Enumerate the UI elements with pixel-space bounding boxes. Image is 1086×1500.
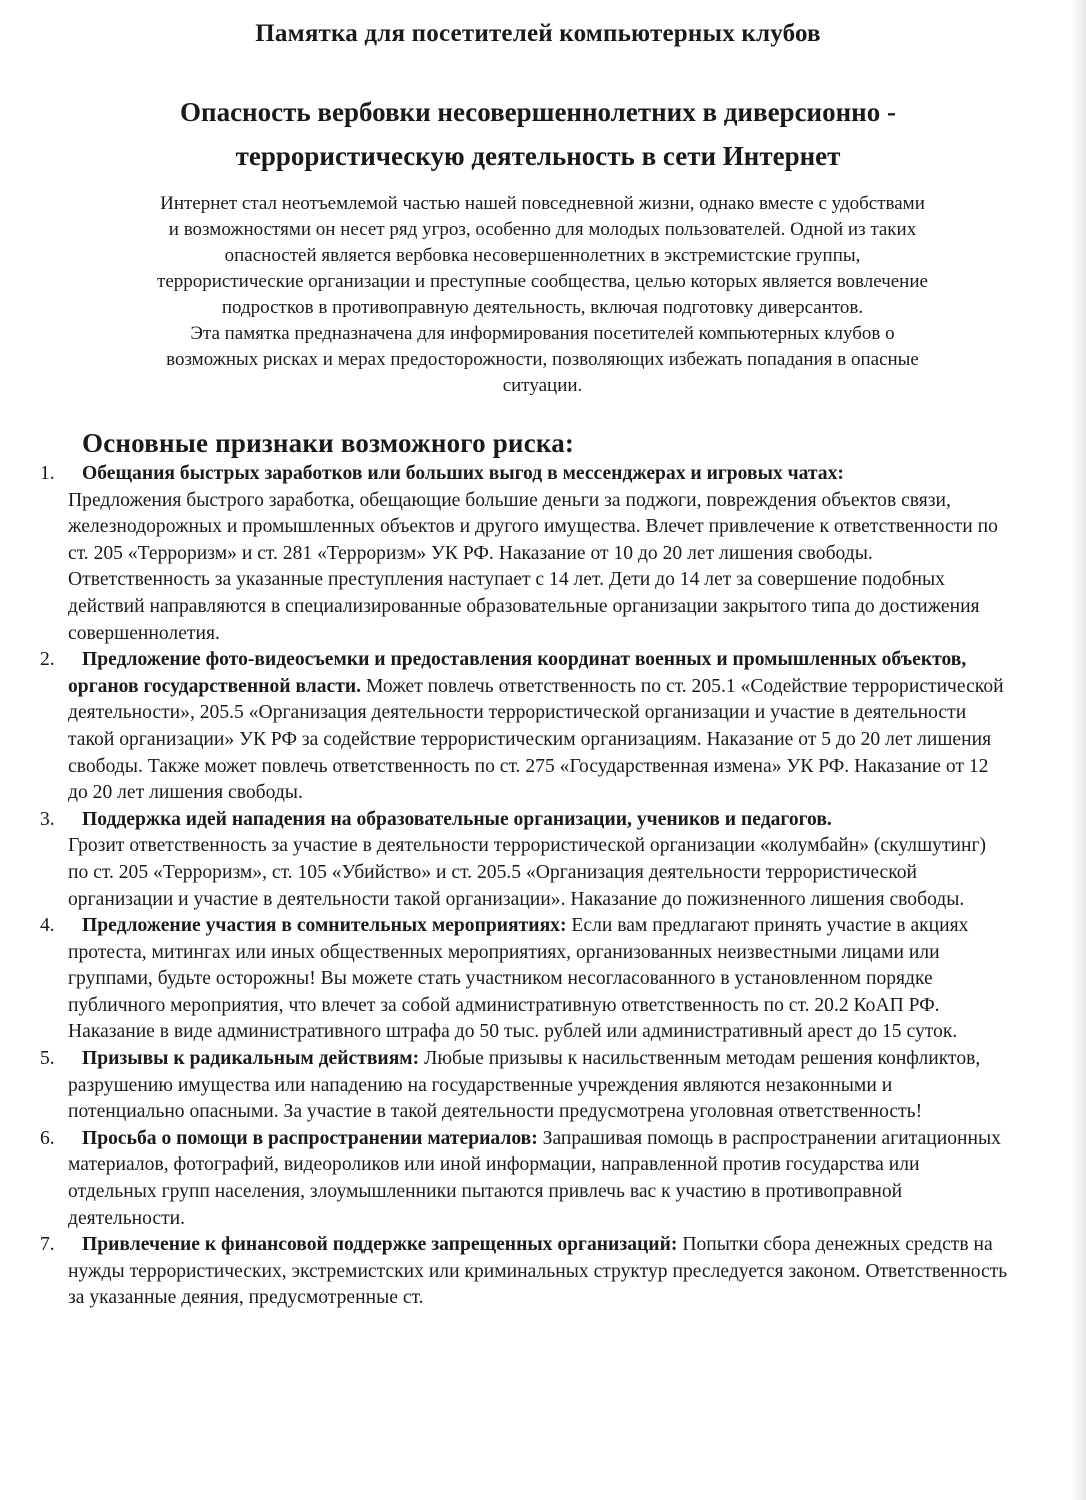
intro-line: возможных рисках и мерах предосторожности, позволяющих избежать попадания в опасные <box>166 349 919 370</box>
list-item <box>0 647 1086 807</box>
list-item <box>0 1126 1086 1232</box>
list-item-heading: Обещания быстрых заработков или больших выгод в мессенджерах и игровых чатах: <box>82 463 844 484</box>
list-item-heading: Предложение фото-видеосъемки и предоставления координат военных и промышленных объектов, органов государственной власти. <box>68 649 967 697</box>
list-item-number: 6. <box>40 1127 55 1149</box>
list-item <box>0 461 1086 647</box>
list-item-text: Попытки сбора денежных средств на нужды террористических, экстремистских или криминальных структур преследуется законом. Ответственность за указанные деяния, предусмотренные ст. <box>68 1234 1008 1309</box>
list-item-text: Может повлечь ответственность по ст. 205.1 «Содействие террористической деятельности», 205.5 «Организация деятельности террористической организации и участие в деятельности такой организации» УК РФ за содействие террористическим организациям. Наказание от 5 до 20 лет лишения свободы. Также может повлечь ответственность по ст. 275 «Государственная измена» УК РФ. Наказание от 12 до 20 лет лишения свободы. <box>68 675 1004 804</box>
list-item-text: Предложения быстрого заработка, обещающие большие деньги за поджоги, повреждения объектов связи, железнодорожных и промышленных объектов и другого имущества. Влечет привлечение к ответственности по ст. 205 «Терроризм» и ст. 281 «Терроризм» УК РФ. Наказание от 10 до 20 лет лишения свободы. Ответственность за указанные преступления наступает с 14 лет. Дети до 14 лет за совершение подобных действий направляются в специализированные образовательные организации закрытого типа до достижения совершеннолетия. <box>68 489 998 644</box>
list-item-heading: Поддержка идей нападения на образовательные организации, учеников и педагогов. <box>82 808 832 830</box>
intro-line: Интернет стал неотъемлемой частью нашей повседневной жизни, однако вместе с удобствами <box>160 193 925 214</box>
list-item-heading: Привлечение к финансовой поддержке запрещенных организаций: <box>82 1234 678 1256</box>
list-item-number: 7. <box>40 1234 55 1256</box>
list-item-text: Грозит ответственность за участие в деятельности террористической организации «колумбайн» (скулшутинг) по ст. 205 «Терроризм», ст. 105 «Убийство» и ст. 205.5 «Организация деятельности террористической организации и участие в деятельности такой организации». Наказание до пожизненного лишения свободы. <box>68 835 987 910</box>
intro-line: подростков в противоправную деятельность, включая подготовку диверсантов. <box>221 297 864 318</box>
list-item <box>0 913 1086 1046</box>
intro-line: и возможностями он несет ряд угроз, особенно для молодых пользователей. Одной из таких <box>168 219 917 240</box>
intro-line: террористические организации и преступные сообщества, целью которых является вовлечение <box>157 271 928 292</box>
page-edge-shadow <box>1072 0 1086 1500</box>
intro-paragraph <box>70 191 1015 399</box>
list-item-heading: Предложение участия в сомнительных мероприятиях: <box>82 915 567 937</box>
list-item-number: 4. <box>40 915 55 937</box>
intro-line: Эта памятка предназначена для информирования посетителей компьютерных клубов о <box>190 323 895 344</box>
list-item-heading: Призывы к радикальным действиям: <box>82 1048 420 1070</box>
document-title: Памятка для посетителей компьютерных клубов <box>255 20 821 47</box>
risk-list <box>0 461 1086 1312</box>
list-item <box>0 1232 1086 1312</box>
list-item-heading: Просьба о помощи в распространении материалов: <box>82 1127 538 1149</box>
list-item-number: 1. <box>40 463 55 484</box>
subtitle-line: террористическую деятельность в сети Интернет <box>235 141 841 171</box>
subtitle-line: Опасность вербовки несовершеннолетних в диверсионно - <box>180 97 896 127</box>
list-item-number: 2. <box>40 649 55 671</box>
list-item-text: Если вам предлагают принять участие в акциях протеста, митингах или иных общественных мероприятиях, организованных неизвестными лицами или группами, будьте осторожны! Вы можете стать участником несогласованного в установленном порядке публичного мероприятия, что влечет за собой административную ответственность по ст. 20.2 КоАП РФ. Наказание в виде административного штрафа до 50 тыс. рублей или административный арест до 15 суток. <box>68 915 969 1043</box>
list-item-text: Запрашивая помощь в распространении агитационных материалов, фотографий, видеороликов или иной информации, направленной против государства или отдельных групп населения, злоумышленники пытаются привлечь вас к участию в противоправной деятельности. <box>68 1127 1001 1229</box>
list-item-number: 3. <box>40 808 55 830</box>
list-item <box>0 1046 1086 1126</box>
intro-line: ситуации. <box>502 375 583 396</box>
document-subtitle <box>0 90 1076 178</box>
intro-line: опасностей является вербовка несовершеннолетних в экстремистские группы, <box>224 245 861 266</box>
list-item <box>0 807 1086 913</box>
section-heading: Основные признаки возможного риска: <box>82 428 575 458</box>
list-item-text: Любые призывы к насильственным методам решения конфликтов, разрушению имущества или нападению на государственные учреждения являются незаконными и потенциально опасными. За участие в такой деятельности предусмотрена уголовная ответственность! <box>68 1048 981 1123</box>
list-item-number: 5. <box>40 1048 55 1070</box>
